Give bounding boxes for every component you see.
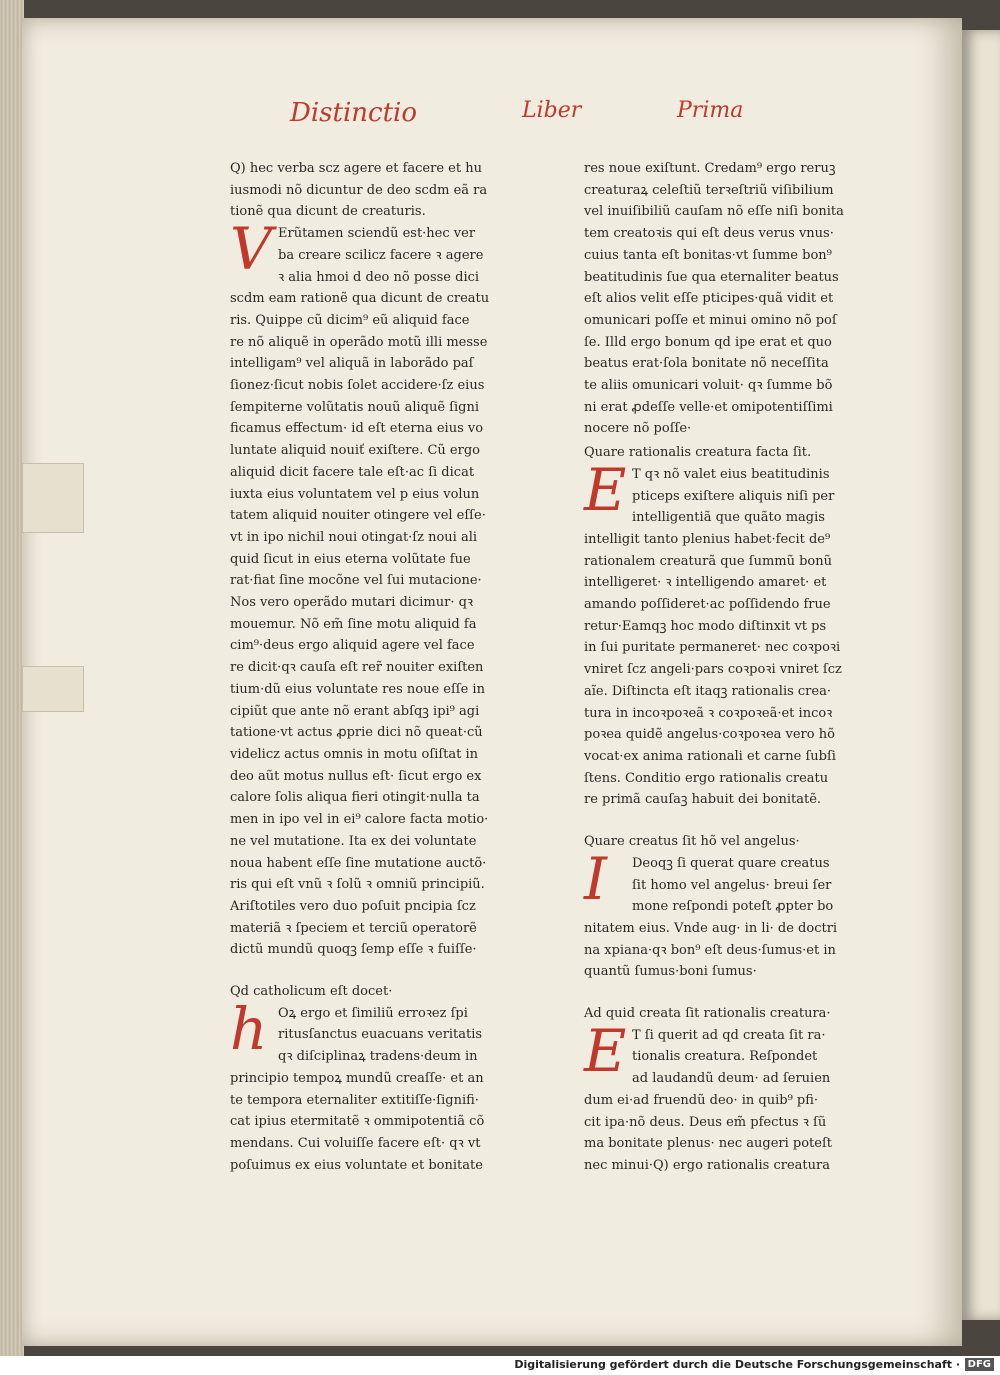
text-line: tem creatoꝛis qui eſt deus verus vnus· bbox=[584, 226, 834, 242]
text-line: na xpiana·qꝛ bon⁹ eſt deus·ſumus·et in bbox=[584, 942, 836, 958]
text-line: ni erat ꝓdeſſe velle·et omipotentiſſimi bbox=[584, 399, 833, 415]
text-line: aliquid dicit facere tale eſt·ac ſi dicat bbox=[230, 464, 475, 480]
text-line: Q) hec verba scz agere et facere et hu bbox=[230, 161, 482, 176]
left-para-2 bbox=[230, 215, 520, 961]
text-line: iuxta eius voluntatem vel p eius volun bbox=[230, 486, 480, 502]
text-line: in ſui puritate permaneret· nec coꝛpoꝛi bbox=[584, 640, 841, 656]
text-line: nec minui·Q) ergo rationalis creatura bbox=[584, 1157, 830, 1173]
text-line: qꝛ diſciplinaꝝ tradens·deum in bbox=[278, 1049, 478, 1065]
right-para-2 bbox=[584, 455, 884, 811]
text-line: principio tempoꝝ mundũ creaſſe· et an bbox=[230, 1070, 484, 1086]
paper-tab-upper bbox=[22, 463, 84, 533]
text-line: vniret ſcz angeli·pars coꝛpoꝛi vniret ſcz bbox=[584, 662, 842, 678]
right-para-4 bbox=[584, 1016, 884, 1177]
initial-letter-e-1: E bbox=[584, 455, 627, 524]
text-line: cuius tanta eſt bonitas·vt ſumme bon⁹ bbox=[584, 247, 832, 263]
text-line: tatione·vt actus ꝓprie dici nõ queat·cũ bbox=[230, 725, 483, 741]
text-line: Nos vero operãdo mutari dicimur· qꝛ bbox=[230, 595, 474, 611]
text-line: rat·fiat ſine mocõne vel ſui mutacione· bbox=[230, 573, 482, 589]
text-line: retur·Eamqꝫ hoc modo diſtinxit vt ps bbox=[584, 618, 827, 634]
text-line: Ariſtotiles vero duo poſuit pncipia ſcz bbox=[230, 898, 476, 914]
text-line: aĩe. Diſtincta eſt itaqꝫ rationalis crea· bbox=[584, 683, 831, 699]
text-line: ad laudandũ deum· ad ſeruien bbox=[632, 1071, 831, 1087]
footer-bar bbox=[0, 1356, 1000, 1375]
text-line: tatem aliquid nouiter otingere vel eſſe· bbox=[230, 508, 486, 524]
text-line: vel inuiſibiliũ cauſam nõ eſſe niſi bonita bbox=[584, 204, 844, 220]
left-para-1 bbox=[230, 158, 520, 223]
right-para-3 bbox=[584, 844, 884, 983]
text-line: ſtens. Conditio ergo rationalis creatu bbox=[584, 770, 829, 786]
text-line: cipiũt que ante nõ erant abſqꝫ ipi⁹ agi bbox=[230, 703, 480, 719]
text-line: res noue exiſtunt. Credam⁹ ergo reruꝫ bbox=[584, 161, 836, 176]
text-line: iusmodi nõ dicuntur de deo scdm eã ra bbox=[230, 182, 488, 198]
text-line: nitatem eius. Vnde aug· in li· de doctri bbox=[584, 920, 838, 936]
text-line: Oꝝ ergo et ſimiliũ erroꝛez ſpi bbox=[278, 1005, 468, 1021]
text-line: scdm eam rationẽ qua dicunt de creatu bbox=[230, 291, 490, 307]
initial-letter-h: h bbox=[230, 994, 268, 1063]
text-line: intelligit tanto plenius habet·fecit de⁹ bbox=[584, 531, 831, 547]
left-column bbox=[230, 158, 520, 1176]
right-column bbox=[584, 158, 884, 1177]
text-line: intelligam⁹ vel aliquã in laborãdo paſ bbox=[230, 356, 474, 372]
headline-left: Distinctio bbox=[290, 98, 417, 128]
text-line: ba creare scilicz facere ꝛ agere bbox=[278, 247, 484, 263]
text-line: amando poſſideret·ac poſſidendo frue bbox=[584, 597, 831, 613]
initial-letter-e-2: E bbox=[584, 1016, 627, 1085]
text-line: ſempiterne volũtatis nouũ aliquẽ ſigni bbox=[230, 399, 479, 415]
text-line: dum ei·ad fruendũ deo· in quib⁹ pfi· bbox=[584, 1092, 819, 1108]
page-leaf bbox=[22, 18, 962, 1346]
running-headline bbox=[22, 90, 962, 150]
text-line: ſionez·ſicut nobis ſolet accidere·ſz eius bbox=[230, 378, 485, 394]
text-line: ritusſanctus euacuans veritatis bbox=[278, 1027, 483, 1043]
text-line: noua habent eſſe ſine mutatione auctõ· bbox=[230, 855, 487, 871]
text-line: intelligeret· ꝛ intelligendo amaret· et bbox=[584, 575, 827, 591]
text-line: luntate aliquid nouiť exiſtere. Cũ ergo bbox=[230, 443, 480, 459]
text-line: T ſi querit ad qd creata ſit ra· bbox=[632, 1027, 826, 1043]
text-line: T qꝛ nõ valet eius beatitudinis bbox=[632, 466, 830, 482]
text-line: deo aũt motus nullus eſt· ſicut ergo ex bbox=[230, 768, 482, 784]
dfg-logo: DFG bbox=[965, 1358, 994, 1371]
text-line: dictũ mundũ quoqꝫ ſemp eſſe ꝛ fuiſſe· bbox=[230, 942, 477, 958]
text-line: poſuimus ex eius voluntate et bonitate bbox=[230, 1157, 483, 1173]
initial-letter-v: V bbox=[230, 215, 272, 284]
text-line: pticeps exiſtere aliquis niſi per bbox=[632, 488, 835, 504]
text-line: mouemur. Nõ em̃ ſine motu aliquid fa bbox=[230, 616, 477, 632]
text-line: materiã ꝛ ſpeciem et terciũ operatorẽ bbox=[230, 920, 477, 936]
left-rubric-heading: Qd catholicum eſt docet· bbox=[230, 984, 393, 1000]
text-line: omunicari poſſe et minui omino nõ poſ bbox=[584, 312, 837, 328]
text-line: Deoqꝫ ſi querat quare creatus bbox=[632, 855, 830, 871]
text-line: tionẽ qua dicunt de creaturis. bbox=[230, 204, 426, 220]
right-para-1 bbox=[584, 158, 884, 440]
text-line: tura in incoꝛpoꝛeã ꝛ coꝛpoꝛeã·et incoꝛ bbox=[584, 705, 833, 721]
text-line: ris qui eſt vnũ ꝛ ſolũ ꝛ omniũ principiũ. bbox=[230, 877, 485, 893]
text-line: ſit homo vel angelus· breui ſer bbox=[632, 877, 832, 893]
text-line: cit ipa·nõ deus. Deus em̃ pfectus ꝛ ſũ bbox=[584, 1114, 827, 1130]
headline-right: Prima bbox=[677, 98, 744, 123]
text-line: calore ſolis aliqua fieri otingit·nulla ta bbox=[230, 790, 480, 806]
text-line: cim⁹·deus ergo aliquid agere vel face bbox=[230, 638, 475, 654]
text-line: te aliis omunicari voluit· qꝛ ſumme bõ bbox=[584, 378, 833, 394]
text-line: ma bonitate plenus· nec augeri poteſt bbox=[584, 1136, 832, 1152]
text-line: videlicz actus omnis in motu oſiſtat in bbox=[230, 746, 479, 762]
paper-tab-lower bbox=[22, 666, 84, 712]
text-line: eſt alios velit eſſe pticipes·quã vidit et bbox=[584, 291, 834, 307]
text-line: ficamus effectum· id eſt eterna eius vo bbox=[230, 421, 484, 437]
text-line: creaturaꝝ celeſtiũ terꝛeſtriũ viſibilium bbox=[584, 182, 834, 198]
text-line: men in ipo vel in ei⁹ calore facta motio· bbox=[230, 812, 489, 828]
text-line: te tempora eternaliter extitiſſe·ſignifi· bbox=[230, 1092, 479, 1108]
left-para-3 bbox=[230, 994, 520, 1177]
text-line: vt in ipo nichil noui otingat·ſz noui ali bbox=[230, 529, 478, 545]
text-line: re dicit·qꝛ cauſa eſt rer̃ nouiter exiſten bbox=[230, 660, 484, 676]
text-line: tium·dũ eius voluntate res noue eſſe in bbox=[230, 681, 485, 697]
text-line: cat ipius etermitatẽ ꝛ ommipotentiã cõ bbox=[230, 1114, 485, 1130]
text-line: re primã cauſaꝫ habuit dei bonitatẽ. bbox=[584, 792, 822, 808]
text-line: ſe. Illd ergo bonum qd ipe erat et quo bbox=[584, 334, 832, 350]
headline-center: Liber bbox=[522, 98, 582, 123]
text-line: nocere nõ poſſe· bbox=[584, 421, 692, 437]
text-line: mendans. Cui voluiſſe facere eſt· qꝛ vt bbox=[230, 1135, 481, 1151]
initial-letter-i: I bbox=[584, 844, 607, 913]
footer-credit: Digitalisierung gefördert durch die Deutsche Forschungsgemeinschaft · bbox=[514, 1358, 960, 1371]
right-rubric-3: Ad quid creata ſit rationalis creatura· bbox=[584, 1006, 831, 1022]
text-line: mone reſpondi poteſt ꝓpter bo bbox=[632, 899, 834, 915]
text-line: quid ſicut in eius eterna volũtate fue bbox=[230, 551, 471, 567]
book-fore-edge bbox=[0, 0, 24, 1356]
text-line: Erũtamen sciendũ est·hec ver bbox=[278, 226, 476, 242]
text-line: rationalem creaturã que ſummũ bonũ bbox=[584, 553, 832, 569]
text-line: ris. Quippe cũ dicim⁹ eũ aliquid face bbox=[230, 312, 470, 328]
right-rubric-1: Quare rationalis creatura facta ſit. bbox=[584, 445, 812, 461]
text-line: ꝛ alia hmoi d deo nõ posse dici bbox=[278, 269, 480, 285]
text-line: poꝛea quidẽ angelus·coꝛpoꝛea vero hõ bbox=[584, 727, 835, 743]
text-line: vocat·ex anima rationali et carne ſubſi bbox=[584, 748, 836, 764]
right-rubric-2: Quare creatus ſit hõ vel angelus· bbox=[584, 834, 800, 850]
text-line: tionalis creatura. Reſpondet bbox=[632, 1049, 818, 1065]
text-line: intelligentiã que quãto magis bbox=[632, 510, 825, 526]
text-line: re nõ aliquẽ in operãdo motũ illi messe bbox=[230, 334, 488, 350]
next-page-edge bbox=[962, 30, 1000, 1320]
text-line: beatitudinis ſue qua eternaliter beatus bbox=[584, 269, 839, 285]
text-line: ne vel mutatione. Ita ex dei voluntate bbox=[230, 833, 477, 849]
text-line: beatus erat·ſola bonitate nõ neceſſita bbox=[584, 356, 829, 372]
text-line: quantũ ſumus·boni ſumus· bbox=[584, 964, 757, 980]
